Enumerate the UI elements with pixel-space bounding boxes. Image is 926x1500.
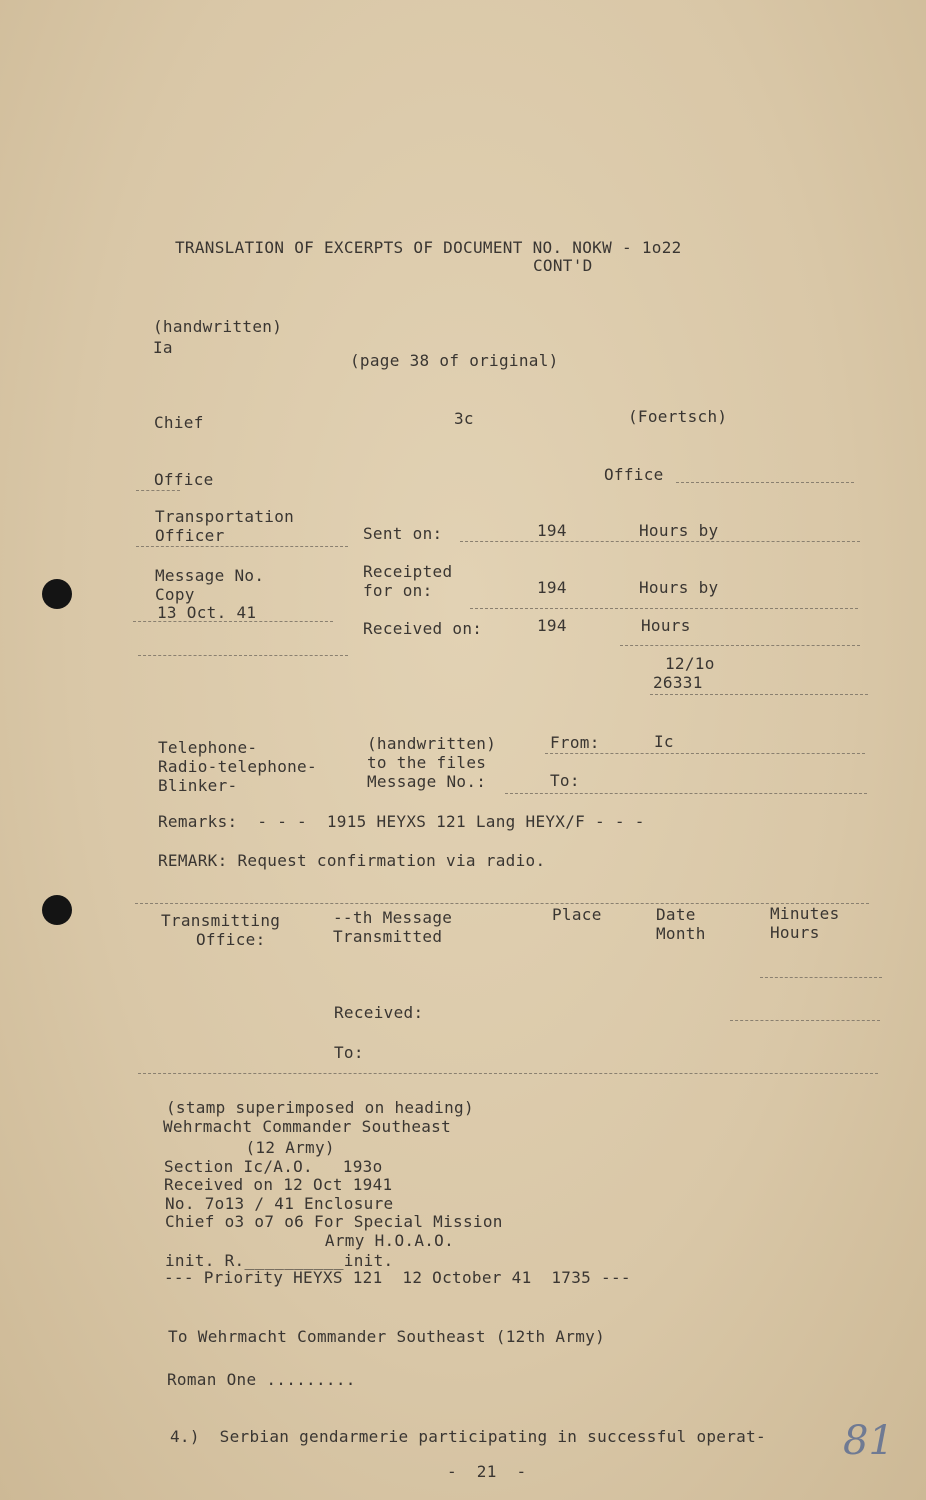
punch-hole-top [42, 579, 72, 609]
roman-one-line: Roman One ......... [167, 1370, 356, 1389]
rule-to [505, 793, 867, 794]
punch-hole-bottom [42, 895, 72, 925]
rule-office-left [136, 490, 180, 491]
hours-label: Hours [641, 616, 691, 635]
stamp-line-10: --- Priority HEYXS 121 12 October 41 1735 --- [164, 1268, 631, 1287]
rule-left-blank [138, 655, 348, 656]
handwritten-page-number: 81 [843, 1418, 894, 1464]
office-left-label: Office [154, 470, 214, 489]
reference-number-2: 26331 [653, 673, 703, 692]
stamp-line-7: Chief o3 o7 o6 For Special Mission [165, 1212, 503, 1231]
to-label: To: [550, 771, 580, 790]
stamp-line-6: No. 7o13 / 41 Enclosure [165, 1194, 394, 1213]
place-label: Place [552, 905, 602, 924]
stamp-line-8: Army H.O.A.O. [166, 1231, 455, 1250]
rule-transmit-top [135, 903, 869, 904]
rule-received-right [730, 1020, 880, 1021]
transport-label-2: Officer [155, 526, 225, 545]
chief-code: 3c [454, 409, 474, 428]
stamp-line-2: Wehrmacht Commander Southeast [163, 1117, 452, 1136]
receipted-label-2: for on: [363, 581, 433, 600]
page-reference: (page 38 of original) [350, 351, 559, 370]
rule-transmit-right [760, 977, 882, 978]
transport-label-1: Transportation [155, 507, 295, 526]
rule-receipted [470, 608, 858, 609]
rule-office-right [676, 482, 854, 483]
stamp-line-4: Section Ic/A.O. 193o [164, 1157, 383, 1176]
rule-copy [133, 621, 333, 622]
rule-received [620, 645, 860, 646]
stamp-line-9: init. R.__________init. [165, 1251, 394, 1270]
rule-sent-on [460, 541, 860, 542]
foertsch-label: (Foertsch) [628, 407, 728, 426]
received-label: Received: [334, 1003, 424, 1022]
date-label: Date [656, 905, 696, 924]
ia-note: Ia [153, 338, 173, 357]
paragraph-4: 4.) Serbian gendarmerie participating in successful operat- [170, 1427, 766, 1446]
rule-from [545, 753, 865, 754]
stamp-line-5: Received on 12 Oct 1941 [164, 1175, 393, 1194]
message-transmitted-label-2: Transmitted [333, 927, 443, 946]
copy-date: 13 Oct. 41 [157, 603, 257, 622]
page-number: - 21 - [447, 1462, 527, 1481]
hours-by-label-2: Hours by [639, 578, 719, 597]
hours-by-label-1: Hours by [639, 521, 719, 540]
chief-label: Chief [154, 413, 204, 432]
year-field-3: 194 [537, 616, 567, 635]
transmitting-office-label-1: Transmitting [161, 911, 281, 930]
telephone-label: Telephone- [158, 738, 258, 757]
minutes-label: Minutes [770, 904, 840, 923]
received-on-label: Received on: [363, 619, 483, 638]
receipted-label-1: Receipted [363, 562, 453, 581]
remarks-line: Remarks: - - - 1915 HEYXS 121 Lang HEYX/F - - - [158, 812, 645, 831]
handwritten-note-2: (handwritten) [367, 734, 497, 753]
transmitting-office-label-2: Office: [196, 930, 266, 949]
rule-transport [136, 546, 348, 547]
reference-number-1: 12/1o [665, 654, 715, 673]
addressee-line: To Wehrmacht Commander Southeast (12th Army) [168, 1327, 606, 1346]
handwritten-note: (handwritten) [153, 317, 283, 336]
month-label: Month [656, 924, 706, 943]
sent-on-label: Sent on: [363, 524, 443, 543]
to-files-note: to the files [367, 753, 487, 772]
document-title: TRANSLATION OF EXCERPTS OF DOCUMENT NO. NOKW - 1o22 [175, 238, 682, 257]
contd-label: CONT'D [533, 256, 593, 275]
radio-telephone-label: Radio-telephone- [158, 757, 317, 776]
copy-label: Copy [155, 585, 195, 604]
rule-to-bottom [138, 1073, 878, 1074]
remark-line: REMARK: Request confirmation via radio. [158, 851, 546, 870]
message-transmitted-label-1: --th Message [333, 908, 453, 927]
from-value: Ic [654, 732, 674, 751]
message-no-label-2: Message No.: [367, 772, 487, 791]
stamp-line-3: (12 Army) [166, 1138, 335, 1157]
year-field-2: 194 [537, 578, 567, 597]
rule-reference [650, 694, 868, 695]
hours-column-label: Hours [770, 923, 820, 942]
year-field-1: 194 [537, 521, 567, 540]
transmit-to-label: To: [334, 1043, 364, 1062]
stamp-line-1: (stamp superimposed on heading) [166, 1098, 474, 1117]
message-no-label: Message No. [155, 566, 265, 585]
blinker-label: Blinker- [158, 776, 238, 795]
from-label: From: [550, 733, 600, 752]
office-right-label: Office [604, 465, 664, 484]
